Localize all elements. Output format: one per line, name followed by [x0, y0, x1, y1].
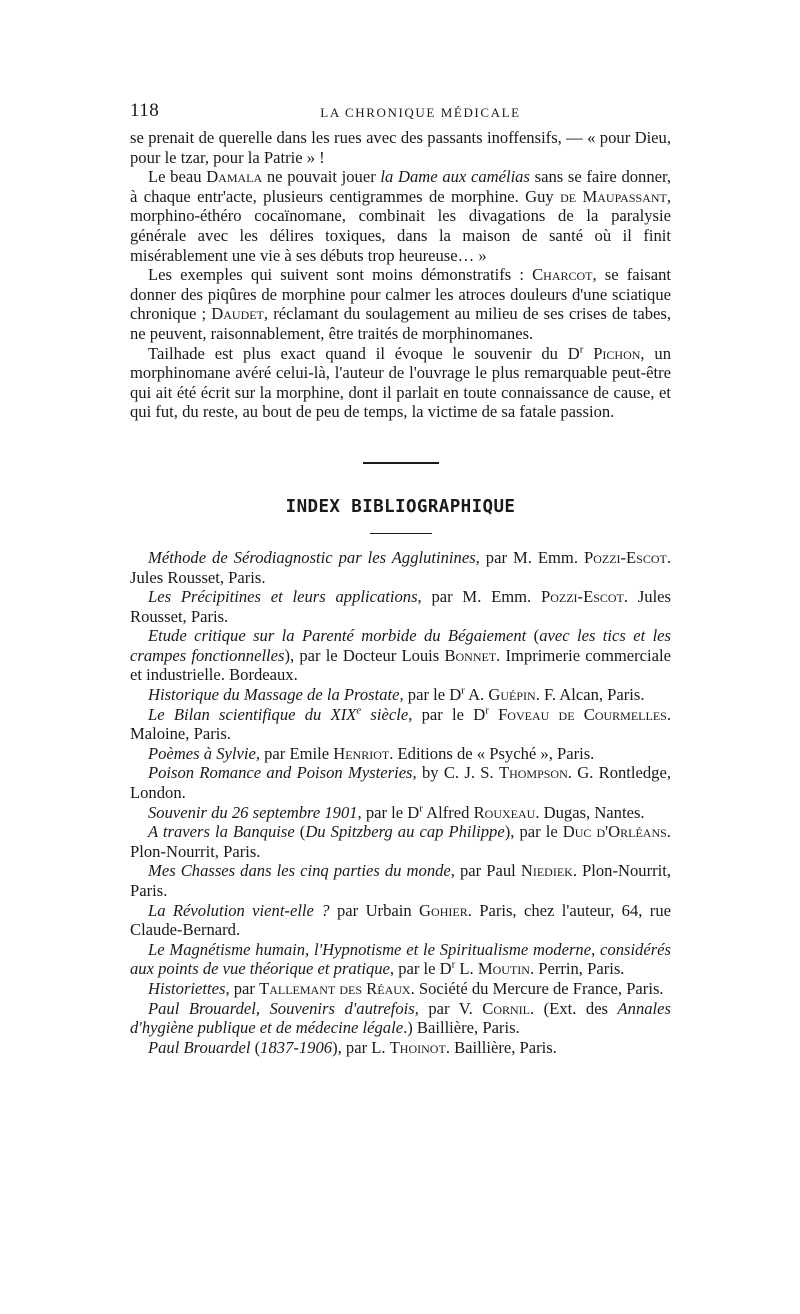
- text-segment: ), par le: [504, 822, 563, 842]
- bibliography-entry: [130, 548, 671, 587]
- body-paragraph: [130, 344, 671, 422]
- bibliography-entry: [130, 763, 671, 802]
- text-segment: , par: [225, 978, 260, 998]
- italic-text: siècle: [361, 704, 409, 724]
- bibliography-entry: [130, 822, 671, 861]
- italic-text: Historique du Massage de la Prostate: [148, 685, 400, 705]
- author-name: Cornil: [482, 998, 530, 1018]
- text-segment: . (Ext. des: [530, 998, 618, 1018]
- author-name: Thompson: [498, 763, 568, 783]
- italic-text: Etude critique sur la Parenté morbide du Bégaiement: [148, 626, 527, 646]
- text-segment: Le beau: [148, 167, 207, 187]
- author-name: Bonnet: [444, 645, 497, 665]
- bibliography-entry: [130, 587, 671, 626]
- bibliography-entry: [130, 1038, 671, 1058]
- author-name: Henriot: [333, 743, 390, 763]
- text-segment: [489, 705, 498, 724]
- text-segment: . Maloine, Paris.: [130, 704, 671, 744]
- author-name: Moutin: [477, 959, 530, 979]
- author-name: Charcot: [532, 265, 593, 285]
- bibliography-entry: [130, 999, 671, 1038]
- italic-text: Poison Romance and Poison Mysteries: [148, 763, 413, 783]
- author-name: Rouxeau: [473, 802, 536, 822]
- author-name: Gohier: [419, 900, 468, 920]
- text-segment: (: [250, 1037, 261, 1057]
- text-segment: , by C. J. S.: [412, 763, 499, 783]
- text-segment: , par M. Emm.: [417, 587, 541, 607]
- text-segment: , se faisant donner des piqûres de morphine pour calmer les atroces douleurs d'une sciatique chronique ;: [130, 265, 671, 324]
- text-segment: , morphino-éthéro cocaïnomane, combinait les divagations de la paralysie générale avec les délires toxiques, dans la maison de santé où il finit misérablement une vie à ses débuts trop heureuse… »: [130, 186, 672, 265]
- italic-text: e: [356, 704, 362, 717]
- bibliography-entry: [130, 705, 671, 744]
- bibliography-entry: [130, 940, 671, 979]
- bibliography-entry: [130, 979, 671, 999]
- section-divider: [363, 462, 439, 464]
- body-paragraph: [130, 265, 671, 343]
- journal-title: LA CHRONIQUE MÉDICALE: [320, 105, 521, 120]
- italic-text: la Dame aux camélias: [380, 167, 530, 187]
- text-segment: . Editions de « Psyché », Paris.: [389, 743, 595, 763]
- text-segment: . Paris, chez l'auteur, 64, rue Claude-Bernard.: [130, 900, 671, 940]
- body-text: [130, 128, 671, 422]
- text-segment: , un morphinomane avéré celui-là, l'auteur de l'ouvrage le plus remarquable peut-être qui ait été écrit sur la morphine, dont il parlait en toute connaissance de cause, et qui fut, du reste, au bout de peu de temps, la victime de sa fatale passion.: [130, 343, 672, 422]
- body-paragraph: [130, 167, 671, 265]
- author-name: Niediek: [520, 861, 573, 881]
- italic-text: Paul Brouardel: [148, 1037, 251, 1057]
- author-name: Foveau de Courmelles: [498, 704, 667, 724]
- text-segment: . Jules Rousset, Paris.: [130, 587, 672, 626]
- text-segment: Tailhade est plus exact quand il évoque le souvenir du D: [148, 343, 580, 363]
- text-segment: . Perrin, Paris.: [529, 959, 625, 979]
- text-segment: , par V.: [414, 998, 483, 1018]
- text-segment: . F. Alcan, Paris.: [535, 685, 645, 705]
- text-segment: .) Baillière, Paris.: [403, 1018, 520, 1038]
- italic-text: Poèmes à Sylvie: [148, 743, 256, 763]
- text-segment: ), par L.: [332, 1037, 390, 1057]
- author-name: Thoinot: [389, 1037, 446, 1057]
- text-segment: r: [419, 802, 423, 815]
- italic-text: avec les tics et les crampes fonctionnelles: [130, 626, 671, 665]
- italic-text: Annales d'hygiène publique et de médecine légale: [130, 998, 671, 1038]
- text-segment: , réclamant du soulagement au milieu de ses crises de tabes, ne peuvent, raisonnablement, être traités de morphinomanes.: [130, 304, 671, 343]
- text-segment: r: [461, 684, 465, 697]
- text-segment: . Plon-Nourrit, Paris.: [130, 861, 671, 900]
- author-name: Guépin: [488, 685, 536, 705]
- text-segment: . Plon-Nourrit, Paris.: [130, 822, 671, 861]
- text-segment: L.: [455, 959, 478, 979]
- text-segment: , par le D: [399, 685, 462, 705]
- bibliography-entry: [130, 901, 671, 940]
- text-segment: ), par le Docteur Louis: [284, 645, 445, 665]
- body-paragraph: [130, 128, 671, 167]
- bibliography-entry: [130, 744, 671, 764]
- bibliography-list: [130, 548, 671, 1057]
- text-segment: r: [579, 343, 584, 355]
- italic-text: La Révolution vient-elle ?: [148, 900, 330, 920]
- text-segment: , par Paul: [450, 861, 521, 881]
- text-segment: , par M. Emm.: [475, 547, 584, 567]
- text-segment: r: [451, 958, 456, 971]
- italic-text: Paul Brouardel, Souvenirs d'autrefois: [148, 998, 415, 1018]
- italic-text: 1837-1906: [260, 1037, 333, 1057]
- text-segment: (: [526, 626, 540, 646]
- text-segment: par Urbain: [329, 900, 420, 920]
- bibliography-entry: [130, 685, 671, 705]
- bibliography-entry: [130, 803, 671, 823]
- text-segment: , par Emile: [255, 743, 334, 763]
- text-segment: , par le D: [357, 802, 420, 822]
- italic-text: Du Spitzberg au cap Philippe: [305, 822, 505, 842]
- text-segment: . Dugas, Nantes.: [535, 802, 645, 822]
- author-name: Pichon: [593, 343, 641, 363]
- text-segment: . Jules Rousset, Paris.: [130, 547, 672, 587]
- text-segment: (: [294, 822, 306, 842]
- author-name: Damala: [206, 167, 263, 187]
- text-segment: ne pouvait jouer: [262, 167, 381, 187]
- text-segment: r: [485, 704, 489, 717]
- italic-text: Souvenir du 26 septembre 1901: [148, 802, 358, 822]
- text-segment: se prenait de querelle dans les rues avec des passants inoffensifs, — « pour Dieu, pour le tzar, pour la Patrie » !: [130, 128, 671, 167]
- italic-text: Les Précipitines et leurs applications: [148, 587, 418, 607]
- text-segment: A.: [464, 685, 489, 705]
- italic-text: Historiettes: [148, 978, 226, 998]
- book-page: [130, 100, 671, 1057]
- running-head: [130, 100, 671, 128]
- text-segment: . Société du Mercure de France, Paris.: [410, 978, 664, 998]
- page-number: 118: [130, 100, 160, 121]
- author-name: Tallemant des Réaux: [259, 978, 411, 998]
- italic-text: Le Magnétisme humain, l'Hypnotisme et le Spiritualisme moderne, considérés aux points de vue théorique et pratique: [130, 939, 671, 979]
- text-segment: Les exemples qui suivent sont moins démonstratifs :: [148, 265, 533, 285]
- bibliography-entry: [130, 626, 671, 685]
- index-heading: INDEX BIBLIOGRAPHIQUE: [285, 496, 516, 517]
- author-name: de Maupassant: [560, 186, 667, 206]
- author-name: Duc d'Orléans: [562, 822, 667, 842]
- italic-text: Mes Chasses dans les cinq parties du monde: [148, 861, 451, 881]
- author-name: Pozzi-Escot: [583, 547, 667, 567]
- text-segment: . Imprimerie commerciale et industrielle. Bordeaux.: [130, 645, 671, 685]
- text-segment: sans se faire donner, à chaque entr'acte, plusieurs centigrammes de morphine. Guy: [130, 167, 672, 206]
- text-segment: Alfred: [422, 802, 474, 822]
- heading-underline: [370, 533, 432, 534]
- bibliography-entry: [130, 861, 671, 900]
- italic-text: Méthode de Sérodiagnostic par les Agglutinines: [148, 547, 476, 567]
- text-segment: [583, 344, 593, 363]
- author-name: Daudet: [211, 304, 264, 324]
- italic-text: A travers la Banquise: [148, 822, 295, 842]
- text-segment: , par le D: [389, 959, 452, 979]
- text-segment: , par le D: [408, 704, 486, 724]
- author-name: Pozzi-Escot: [541, 587, 624, 607]
- italic-text: Le Bilan scientifique du XIX: [148, 704, 357, 724]
- text-segment: . Baillière, Paris.: [445, 1037, 557, 1057]
- text-segment: . G. Rontledge, London.: [130, 763, 671, 803]
